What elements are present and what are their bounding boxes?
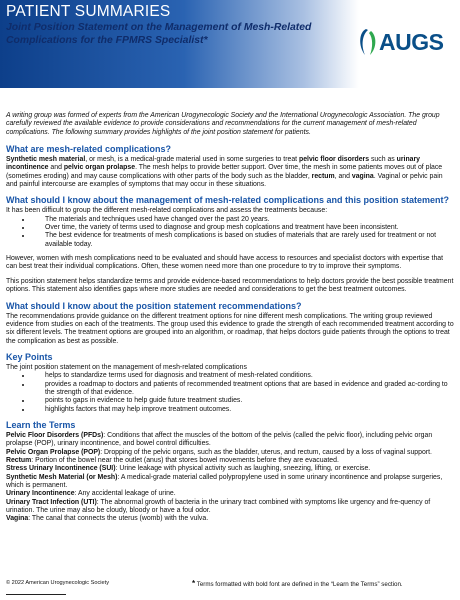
list-item: • helps to standardize terms used for diagnosis and treatment of mesh-related conditions. (32, 372, 454, 380)
footnote-text: Terms formatted with bold font are defined in the “Learn the Terms” section. (195, 581, 403, 588)
footnote (192, 579, 403, 588)
glossary-term: Pelvic Floor Disorders (PFDs) (6, 431, 104, 439)
management-lead: It has been difficult to group the different mesh-related complications and assess the treatments because: (6, 207, 328, 215)
glossary-term: Urinary Incontinence (6, 490, 75, 498)
section-heading-recommendations: What should I know about the position statement recommendations? (6, 300, 302, 311)
list-item: • Over time, the variety of terms used to diagnose and group mesh coplcations and treatment have been inconsistent. (32, 224, 454, 232)
glossary (6, 432, 454, 524)
glossary-entry (6, 474, 454, 491)
header-kicker: PATIENT SUMMARIES (6, 3, 171, 20)
glossary-definition: : The canal that connects the uterus (womb) with the vulva. (28, 515, 209, 523)
section-heading-mesh-complications: What are mesh-related complications? (6, 144, 172, 155)
glossary-entry (6, 432, 454, 449)
glossary-definition: : Any accidental leakage of urine. (74, 490, 176, 498)
intro-paragraph: A writing group was formed of experts from the American Urogynecologic Society and the International Urogynecologic Association. The group carefully reviewed the available evidence to provide considerations and recommendations for the current management of mesh-related complications. The following summary provides highlights of the joint position statement for patients. (6, 112, 440, 136)
header-title: Joint Position Statement on the Management of Mesh-Related Complications for the FPMRS Specialist* (6, 22, 312, 46)
footnote-mark: * (192, 579, 196, 588)
augs-logo (357, 26, 457, 58)
logo-text: AUGS (379, 29, 444, 55)
list-item: • The best evidence for treatments of mesh complications is based on studies of materials that are rarely used for treatment or not available today. (32, 232, 454, 249)
management-paragraph-3: This position statement helps standardize terms and provide evidence-based recommendations to help doctors provide the best possible treatment options. This statement also identifies gaps where more studies are needed and considerations to get the best treatment outcomes. (6, 277, 454, 294)
glossary-entry (6, 449, 454, 457)
glossary-definition: : Portion of the bowel near the outlet (anus) that stores bowel movements before they are evacuated. (31, 456, 339, 464)
list-item: • The materials and techniques used have changed over the past 20 years. (32, 216, 454, 224)
glossary-entry (6, 499, 454, 516)
glossary-term: Pelvic Organ Prolapse (POP) (6, 448, 101, 456)
section-heading-key-points: Key Points (6, 351, 53, 362)
list-item: • provides a roadmap to doctors and patients of recommended treatment options that are based in evidence and graded ac-cording to the strength of that evidence. (32, 381, 454, 398)
main-content (6, 112, 454, 524)
glossary-entry (6, 515, 454, 523)
list-item: • highlights factors that may help improve treatment outcomes. (32, 406, 454, 414)
key-points-list (6, 372, 454, 414)
glossary-term: Synthetic Mesh Material (or Mesh) (6, 473, 118, 481)
glossary-entry (6, 457, 454, 465)
mesh-complications-paragraph: Synthetic mesh material, or mesh, is a medical-grade material used in some surgeries to treat pelvic floor disorders such as urinary incontinence and pelvic organ prolapse. The mesh helps to provide better support. Over time, the mesh in some patients moves out of place (sometimes eroding) and may cause complications with other parts of the body such as the bladder, rectum, and vagina. Vaginal or pelvic pain and painful intercourse are examples of symptoms that may occur in these situations. (6, 156, 443, 189)
glossary-term: Stress Urinary Incontinence (SUI) (6, 465, 116, 473)
glossary-term: Urinary Tract Infection (UTI) (6, 498, 97, 506)
recommendations-paragraph: The recommendations provide guidance on the different treatment options for nine different mesh complications. The writing group reviewed evidence from studies on each of the treatments. The group used this evidence to grade the strength of each recommended treatment according to six different levels. The treatment options are grouped into an algorithm, or roadmap, that helps doctors guide patients through the options to treat the complication as best as possible. (6, 312, 454, 345)
section-heading-management: What should I know about the management of mesh-related complications and this position statement? (6, 195, 450, 206)
glossary-definition: : The abnormal growth of bacteria in the urinary tract combined with symptoms like urgency and fre-quency of urination. The urine may also be cloudy, bloody or have a foul odor. (6, 498, 431, 515)
glossary-entry (6, 490, 454, 498)
section-heading-learn-terms: Learn the Terms (6, 419, 76, 430)
glossary-definition: : Conditions that affect the muscles of the bottom of the pelvis (called the pelvic floor), including pelvic organ prolapse (POP), urinary incontinence, and bowel control difficulties. (6, 431, 433, 448)
management-paragraph-2: However, women with mesh complications need to be evaluated and should have access to resources and specialist doctors with expertise that can best treat their individual complications. Often, these women need more than one procedure to try to improve their symptoms. (6, 255, 444, 271)
glossary-definition: : A medical-grade material called polypropylene used in some urinary incontinence and prolapse surgeries, which is permanent. (6, 473, 443, 489)
glossary-term: Rectum (6, 456, 32, 464)
glossary-entry (6, 465, 454, 473)
copyright: © 2022 American Urogynecologic Society (6, 580, 109, 586)
management-bullet-list (6, 216, 454, 249)
key-points-lead: The joint position statement on the management of mesh-related complications (6, 363, 247, 371)
glossary-definition: : Urine leakage with physical activity such as laughing, sneezing, lifting, or exercise. (115, 465, 371, 473)
footer-divider (6, 594, 66, 595)
header-banner (0, 0, 460, 88)
glossary-term: Vagina (6, 515, 29, 523)
glossary-definition: : Dropping of the pelvic organs, such as the bladder, uterus, and rectum, caused by a loss of vaginal support. (100, 448, 432, 456)
augs-logo-icon (357, 26, 379, 58)
list-item: • points to gaps in evidence to help guide future treatment studies. (32, 397, 454, 405)
